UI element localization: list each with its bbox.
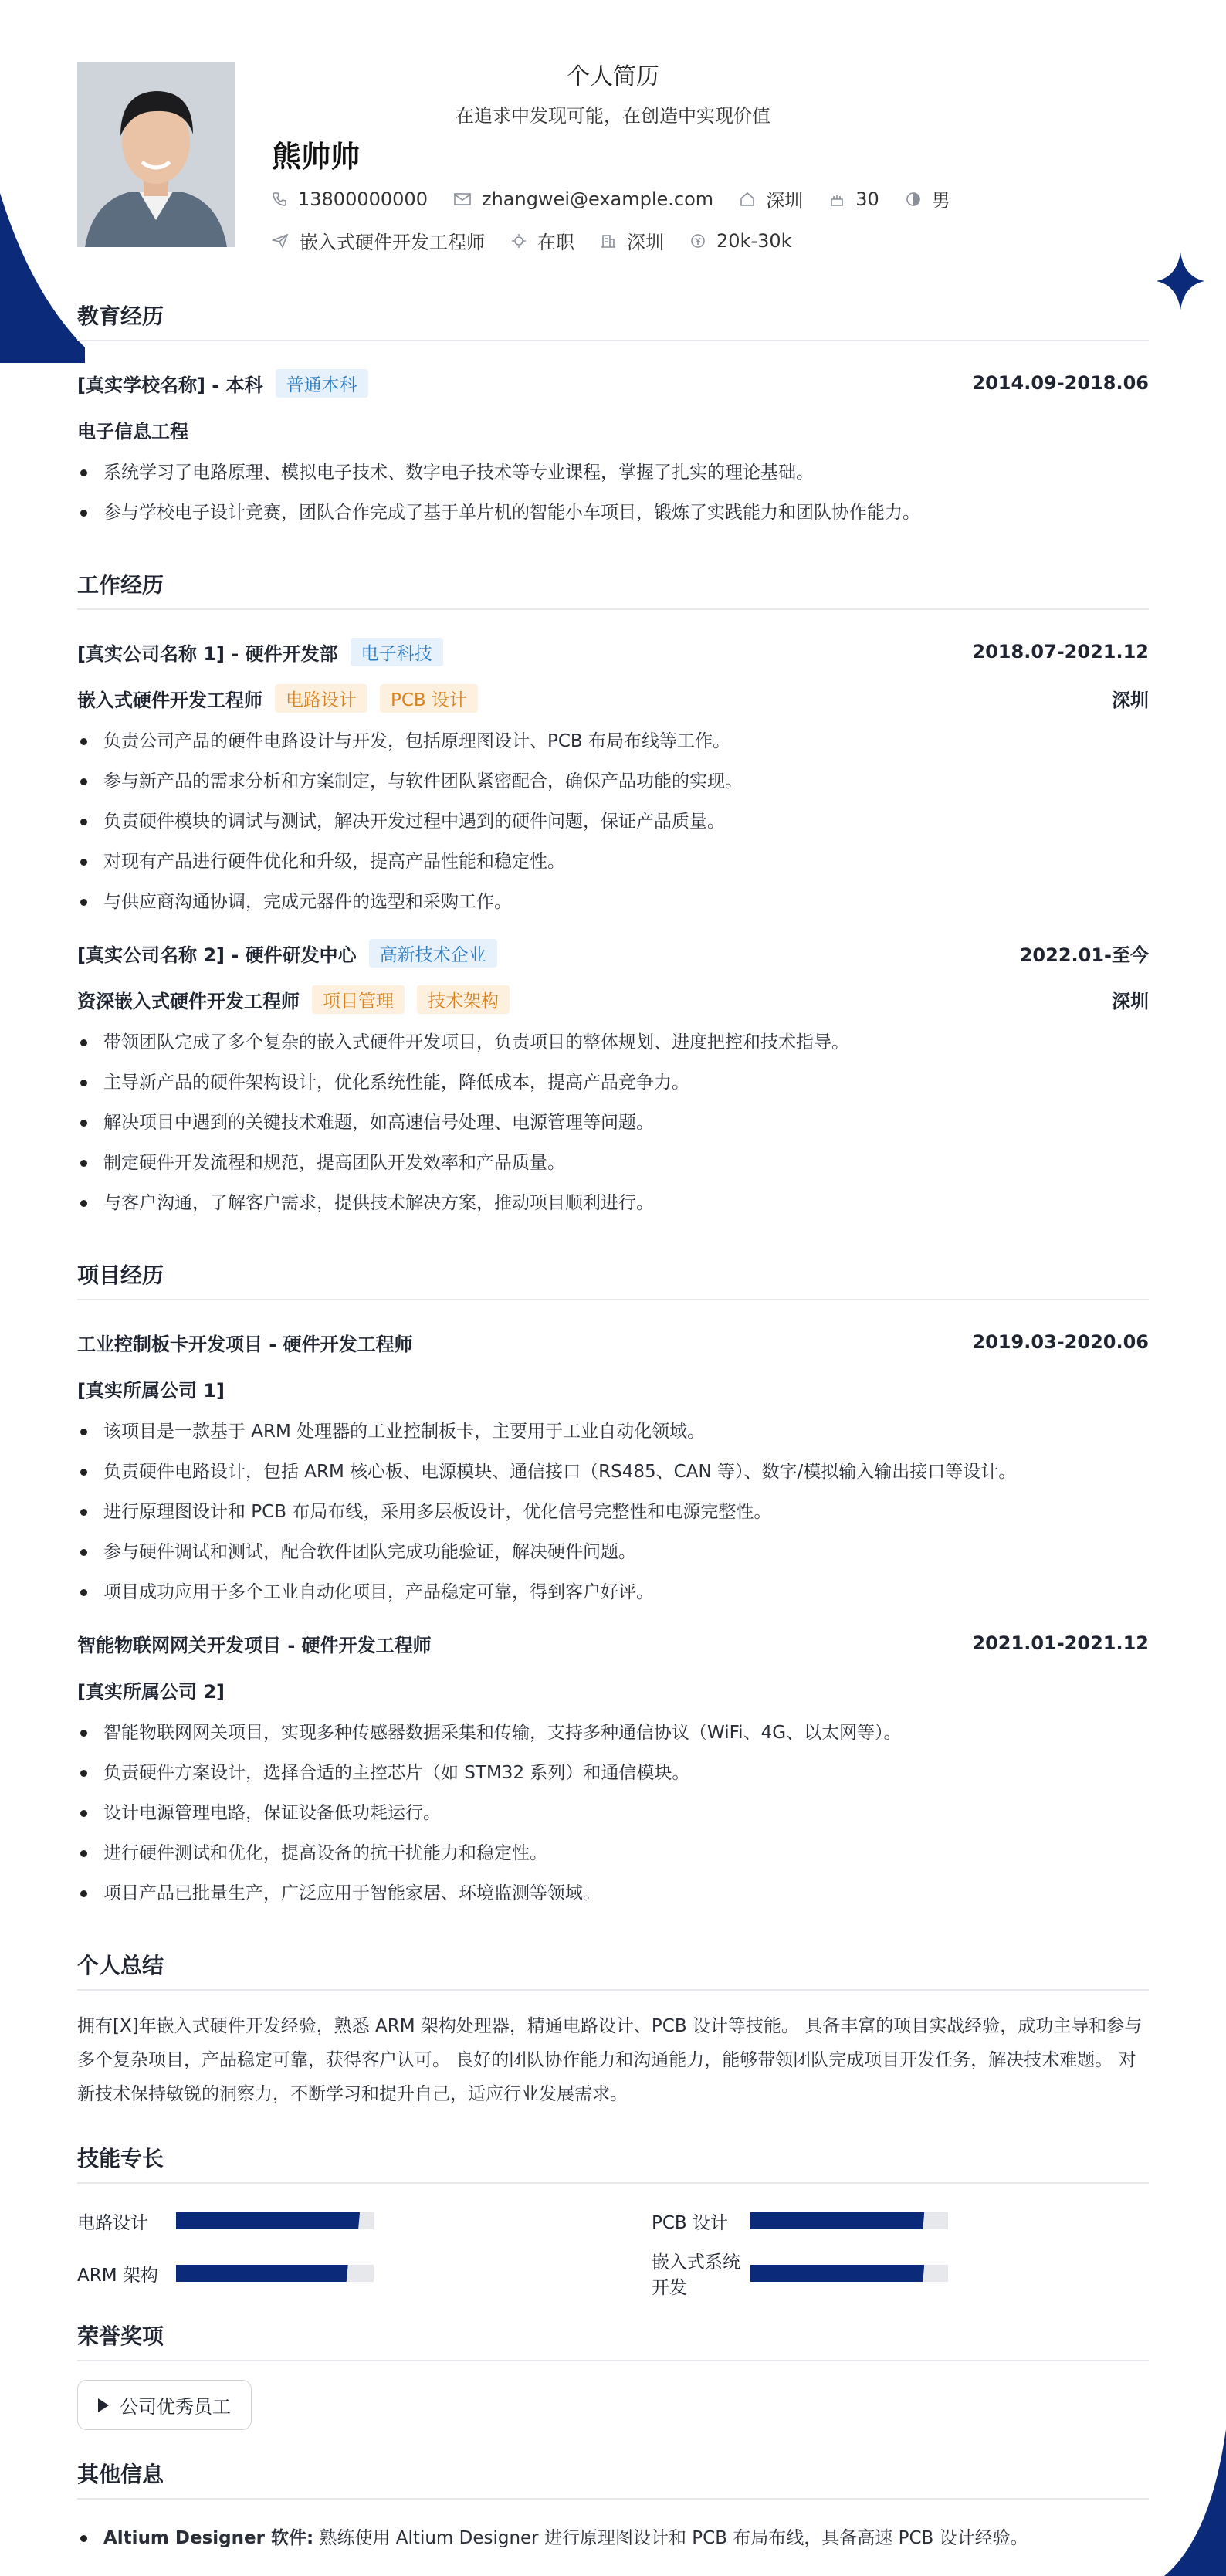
salary-icon xyxy=(690,233,706,249)
list-item: 负责硬件模块的调试与测试，解决开发过程中遇到的硬件问题，保证产品质量。 xyxy=(77,802,1149,842)
company-tag: 电子科技 xyxy=(351,638,443,666)
skill-item xyxy=(77,2202,598,2239)
list-item: 与供应商沟通协调，完成元器件的选型和采购工作。 xyxy=(77,882,1149,922)
section-title-work: 工作经历 xyxy=(77,568,1149,610)
list-item: 解决项目中遇到的关键技术难题，如高速信号处理、电源管理等问题。 xyxy=(77,1103,1149,1143)
section-title-summary: 个人总结 xyxy=(77,1949,1149,1991)
salary-text: 20k-30k xyxy=(716,229,792,252)
project-company: [真实所属公司 1] xyxy=(77,1379,225,1402)
skill-bar xyxy=(750,2265,948,2282)
skill-bar-fill xyxy=(176,2265,348,2282)
status-icon xyxy=(511,233,527,249)
role-tag: 电路设计 xyxy=(275,684,367,713)
education-bullets xyxy=(77,452,1149,533)
school-name: [真实学校名称] - 本科 xyxy=(77,374,263,396)
skills-section xyxy=(77,2142,1149,2298)
skill-name: 嵌入式系统开发 xyxy=(652,2252,740,2298)
list-item: 对现有产品进行硬件优化和升级，提高产品性能和稳定性。 xyxy=(77,842,1149,882)
other-text: 熟练使用 Altium Designer 进行原理图设计和 PCB 布局布线，具备高速 PCB 设计经验。 xyxy=(319,2528,1028,2548)
role-name: 嵌入式硬件开发工程师 xyxy=(77,689,262,711)
slogan: 在追求中发现可能，在创造中实现价值 xyxy=(456,105,770,127)
summary-text: 拥有[X]年嵌入式硬件开发经验，熟悉 ARM 架构处理器，精通电路设计、PCB 设计等技能。 具备丰富的项目实战经验，成功主导和参与多个复杂项目，产品稳定可靠，获得客户认可。 良好的团队协作能力和沟通能力，能够带领团队完成项目开发任务，解决技术难题。 对新技术保持敏锐的洞察力，不断学习和提升自己，适应行业发展需求。 xyxy=(77,2016,1143,2104)
role-name: 资深嵌入式硬件开发工程师 xyxy=(77,990,300,1012)
role-tag: PCB 设计 xyxy=(380,684,478,713)
list-item: 负责公司产品的硬件电路设计与开发，包括原理图设计、PCB 布局布线等工作。 xyxy=(77,721,1149,761)
list-item: 主导新产品的硬件架构设计，优化系统性能，降低成本，提高产品竞争力。 xyxy=(77,1063,1149,1103)
section-title-projects: 项目经历 xyxy=(77,1259,1149,1300)
job-title-item xyxy=(272,227,485,254)
company-name: [真实公司名称 1] - 硬件开发部 xyxy=(77,642,338,665)
skill-name: ARM 架构 xyxy=(77,2265,158,2286)
skill-item xyxy=(652,2202,1149,2239)
skill-item xyxy=(77,2255,598,2292)
list-item: 系统学习了电路原理、模拟电子技术、数字电子技术等专业课程，掌握了扎实的理论基础。 xyxy=(77,452,1149,493)
phone-text: 13800000000 xyxy=(298,188,428,210)
location-item xyxy=(740,185,803,212)
age-text: 30 xyxy=(855,188,879,210)
age-item xyxy=(829,188,879,210)
email-item xyxy=(454,188,713,210)
contact-row xyxy=(272,185,977,212)
major-name: 电子信息工程 xyxy=(77,420,188,442)
list-item: 参与硬件调试和测试，配合软件团队完成功能验证，解决硬件问题。 xyxy=(77,1532,1149,1572)
project-company: [真实所属公司 2] xyxy=(77,1680,225,1703)
skill-bar-fill xyxy=(750,2265,924,2282)
list-item: 制定硬件开发流程和规范，提高团队开发效率和产品质量。 xyxy=(77,1143,1149,1183)
work-bullets xyxy=(77,721,1149,922)
work-role-row xyxy=(77,675,1149,721)
gender-item xyxy=(906,185,950,212)
project-company-row xyxy=(77,1365,1149,1412)
candidate-name: 熊帅帅 xyxy=(272,140,361,174)
skills-grid xyxy=(77,2202,1149,2298)
list-item: 参与学校电子设计竞赛，团队合作完成了基于单片机的智能小车项目，锻炼了实践能力和团队协作能力。 xyxy=(77,493,1149,533)
work-period: 2022.01-至今 xyxy=(1019,944,1149,966)
other-list xyxy=(77,2518,1149,2558)
send-icon xyxy=(272,233,289,249)
section-title-awards: 荣誉奖项 xyxy=(77,2320,1149,2361)
list-item: 进行硬件测试和优化，提高设备的抗干扰能力和稳定性。 xyxy=(77,1833,1149,1873)
city-item xyxy=(601,227,664,254)
list-item xyxy=(77,2518,1149,2558)
section-title-other: 其他信息 xyxy=(77,2458,1149,2500)
work-company-row xyxy=(77,930,1149,976)
list-item: 负责硬件方案设计，选择合适的主控芯片（如 STM32 系列）和通信模块。 xyxy=(77,1753,1149,1793)
skill-bar-fill xyxy=(750,2212,924,2229)
job-title-text: 嵌入式硬件开发工程师 xyxy=(300,232,485,253)
building-icon xyxy=(601,233,616,249)
skill-bar xyxy=(176,2212,374,2229)
age-icon xyxy=(829,192,845,207)
email-text: zhangwei@example.com xyxy=(481,188,714,210)
list-item: 参与新产品的需求分析和方案制定，与软件团队紧密配合，确保产品功能的实现。 xyxy=(77,761,1149,802)
skill-bar xyxy=(176,2265,374,2282)
summary-section xyxy=(77,1949,1149,2111)
work-section xyxy=(77,568,1149,1223)
mail-icon xyxy=(454,192,471,206)
awards-section xyxy=(77,2320,1149,2430)
skill-bar xyxy=(750,2212,948,2229)
skill-name: 电路设计 xyxy=(77,2212,148,2233)
gender-text: 男 xyxy=(931,190,950,212)
major-row xyxy=(77,406,1149,452)
list-item: 进行原理图设计和 PCB 布局布线，采用多层板设计，优化信号完整性和电源完整性。 xyxy=(77,1492,1149,1532)
salary-item xyxy=(690,230,792,252)
work-location: 深圳 xyxy=(1112,689,1149,711)
section-title-education: 教育经历 xyxy=(77,300,1149,341)
company-name: [真实公司名称 2] - 硬件研发中心 xyxy=(77,944,357,966)
role-tag: 技术架构 xyxy=(417,985,510,1014)
education-row xyxy=(77,360,1149,406)
education-period: 2014.09-2018.06 xyxy=(972,372,1149,394)
project-title-row xyxy=(77,1319,1149,1365)
other-section xyxy=(77,2458,1149,2558)
phone-item xyxy=(272,188,428,210)
other-label: Altium Designer 软件: xyxy=(103,2528,314,2548)
project-period: 2021.01-2021.12 xyxy=(972,1632,1149,1654)
play-icon xyxy=(98,2398,109,2412)
project-period: 2019.03-2020.06 xyxy=(972,1331,1149,1353)
company-tag: 高新技术企业 xyxy=(369,939,497,968)
work-company-row xyxy=(77,629,1149,675)
project-bullets xyxy=(77,1713,1149,1913)
list-item: 与客户沟通，了解客户需求，提供技术解决方案，推动项目顺利进行。 xyxy=(77,1183,1149,1223)
phone-icon xyxy=(272,192,287,207)
role-tag: 项目管理 xyxy=(312,985,405,1014)
list-item: 负责硬件电路设计，包括 ARM 核心板、电源模块、通信接口（RS485、CAN 等）、数字/模拟输入输出接口等设计。 xyxy=(77,1452,1149,1492)
status-text: 在职 xyxy=(537,232,574,253)
resume-header xyxy=(0,0,1226,253)
project-title: 智能物联网网关开发项目 - 硬件开发工程师 xyxy=(77,1634,432,1656)
skill-item xyxy=(652,2252,1149,2298)
work-period: 2018.07-2021.12 xyxy=(972,641,1149,663)
work-role-row xyxy=(77,976,1149,1022)
skill-name: PCB 设计 xyxy=(652,2212,729,2233)
home-icon xyxy=(740,192,755,207)
list-item: 智能物联网网关项目，实现多种传感器数据采集和传输，支持多种通信协议（WiFi、4G、以太网等）。 xyxy=(77,1713,1149,1753)
job-intent-row xyxy=(272,227,818,254)
city-text: 深圳 xyxy=(627,232,664,253)
project-title: 工业控制板卡开发项目 - 硬件开发工程师 xyxy=(77,1333,413,1355)
list-item: 该项目是一款基于 ARM 处理器的工业控制板卡，主要用于工业自动化领域。 xyxy=(77,1412,1149,1452)
award-item[interactable] xyxy=(77,2380,252,2430)
award-name: 公司优秀员工 xyxy=(120,2396,231,2418)
project-company-row xyxy=(77,1666,1149,1713)
list-item: 项目成功应用于多个工业自动化项目，产品稳定可靠，得到客户好评。 xyxy=(77,1572,1149,1612)
gender-icon xyxy=(906,192,921,207)
school-tag: 普通本科 xyxy=(276,369,368,398)
project-bullets xyxy=(77,1412,1149,1612)
list-item: 项目产品已批量生产，广泛应用于智能家居、环境监测等领域。 xyxy=(77,1873,1149,1913)
project-title-row xyxy=(77,1620,1149,1666)
list-item: 设计电源管理电路，保证设备低功耗运行。 xyxy=(77,1793,1149,1833)
section-title-skills: 技能专长 xyxy=(77,2142,1149,2184)
status-item xyxy=(511,227,574,254)
work-bullets xyxy=(77,1022,1149,1223)
education-section xyxy=(77,300,1149,533)
location-text: 深圳 xyxy=(766,190,804,212)
skill-bar-fill xyxy=(176,2212,360,2229)
projects-section xyxy=(77,1259,1149,1913)
list-item: 带领团队完成了多个复杂的嵌入式硬件开发项目，负责项目的整体规划、进度把控和技术指导。 xyxy=(77,1022,1149,1063)
work-location: 深圳 xyxy=(1112,990,1149,1012)
document-title: 个人简历 xyxy=(567,63,659,90)
